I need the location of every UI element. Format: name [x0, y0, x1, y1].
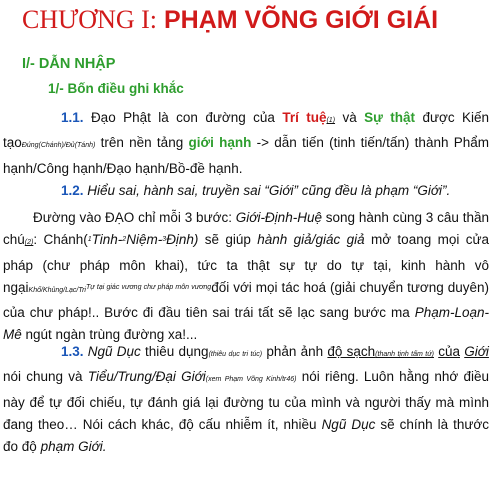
paragraph-1-2: 1.2. Hiểu sai, hành sai, truyền sai “Giới” cũng đều là phạm “Giới”. — [61, 183, 451, 198]
highlight-do-sach: độ sạch — [327, 344, 376, 359]
para-number: 1.1. — [61, 110, 84, 125]
paragraph-1-3: 1.3. Ngũ Dục thiêu dụng(thiêu dục tri túc) phản ảnh độ sạch(thanh tịnh tấm tứ) của Giới nói chung và Tiểu/Trung/Đại Giới(xem Phạm Võng Kinh/tr46) nói riêng. Luôn hằng nhớ điều này để tự đối chiếu, tự đánh giá lại đường tu của mình và người thấy mà mình đang theo… Nói cách khác, độ cấu nhiễm ít, nhiều Ngũ Dục sẽ chính là thước đo độ phạm Giới. — [3, 344, 490, 455]
chapter-title — [22, 4, 487, 36]
chapter-title-text: PHẠM VÕNG GIỚI GIÁI — [163, 6, 439, 34]
subsection-heading: 1/- Bốn điều ghi khắc — [48, 81, 184, 96]
paragraph-1-2-body: Đường vào ĐẠO chỉ mỗi 3 bước: Giới-Định-Huệ song hành cùng 3 câu thần chú(2): Chánh($^1$Tinh-$^2$Niệm-$^3$Định) sẽ giúp hành giả/giác giả mở toang mọi cửa pháp (chư pháp môn khai), tức ta thật sự tự do tự tại, kinh hành vô ngạiKhổ/Khủng/Lạc/Tri$^{Tự tại giác vương chư pháp môn vương}$đối với mọi tác hoá (giải chuyển tương duyên) của chư pháp!.. Bước đi đầu tiên sai trái tất sẽ lạc sang bước ma Phạm-Loạn-Mê ngút ngàn trùng đường xa!... — [3, 210, 489, 343]
section-heading: I/- DẪN NHẬP — [22, 56, 116, 72]
highlight-tri-tue: Trí tuệ — [282, 110, 327, 125]
footnote-ref[interactable]: (2) — [24, 239, 34, 247]
subscript-note: Đúng(Chánh)/Đủ(Tánh) — [21, 142, 96, 150]
highlight-su-that: Sự thật — [364, 110, 416, 125]
highlight-gioi-hanh: giới hạnh — [188, 135, 252, 151]
paragraph-1-1: 1.1. Đạo Phật là con đường của Trí tuệ(1) và Sự thật được Kiến tạoĐúng(Chánh)/Đủ(Tánh) trên nền tảng giới hạnh -> dẫn tiến (tinh tiến/tấn) thành Phẩm hạnh/Công hạnh/Đạo hạnh/Bồ-đề hạnh. — [3, 110, 489, 176]
para-number: 1.2. — [61, 183, 84, 198]
footnote-ref[interactable]: (1) — [326, 117, 336, 124]
chapter-label: CHƯƠNG I: — [22, 5, 158, 34]
para-number: 1.3. — [61, 344, 84, 359]
